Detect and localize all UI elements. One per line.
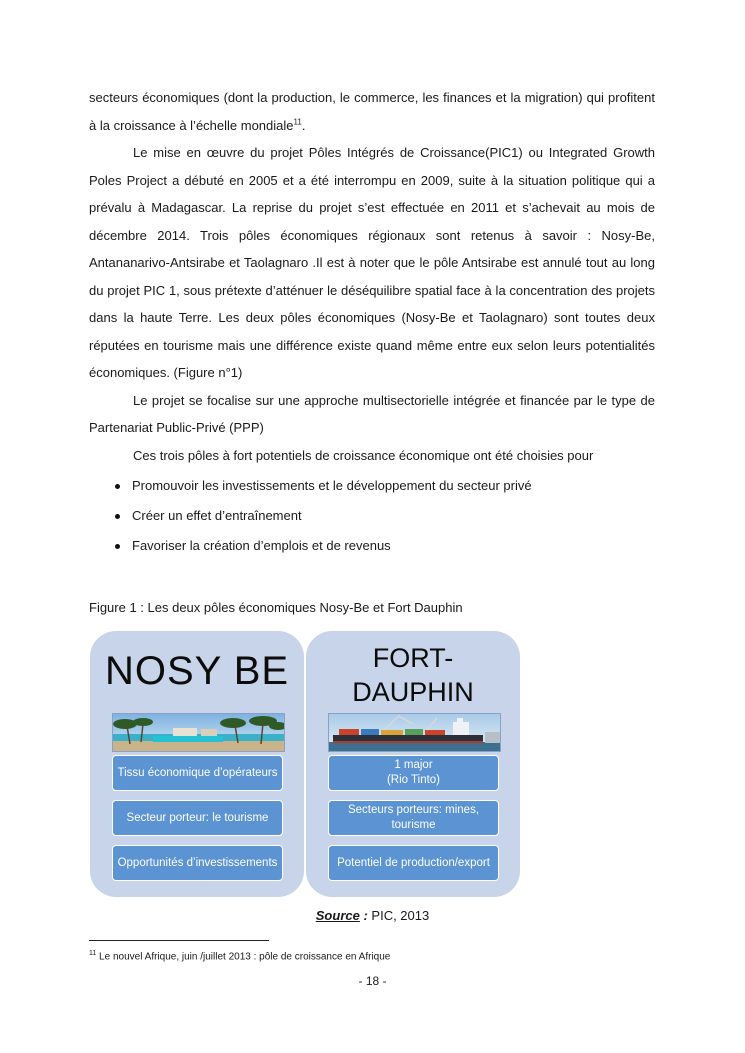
cargo-port-photo xyxy=(328,713,501,752)
nosy-be-box-tourism: Secteur porteur: le tourisme xyxy=(112,800,283,836)
nosy-be-title: NOSY BE xyxy=(104,649,290,693)
footnote-text: Le nouvel Afrique, juin /juillet 2013 : pôle de croissance en Afrique xyxy=(96,951,391,963)
nosy-be-panel xyxy=(90,631,304,897)
bullet-item: Créer un effet d’entraînement xyxy=(89,501,655,531)
paragraph-3: Le projet se focalise sur une approche multisectorielle intégrée et financée par le type de Partenariat Public-Privé (PPP) xyxy=(89,392,655,435)
footnote-ref[interactable]: 11 xyxy=(293,117,302,127)
fort-dauphin-box-major-line1: 1 major xyxy=(394,759,433,771)
source-label: Source xyxy=(315,908,360,923)
fort-dauphin-box-sectors: Secteurs porteurs: mines, tourisme xyxy=(328,800,499,836)
paragraph-4: Ces trois pôles à fort potentiels de croissance économique ont été choisies pour xyxy=(133,447,594,463)
bullet-item: Favoriser la création d’emplois et de revenus xyxy=(89,531,655,561)
page-number: - 18 - xyxy=(358,974,387,988)
beach-resort-photo xyxy=(112,713,285,752)
beach-resort-image xyxy=(113,714,284,751)
figure-source xyxy=(0,906,745,926)
body-text xyxy=(89,84,655,561)
source-text: PIC, 2013 xyxy=(367,908,430,923)
nosy-be-box-investment: Opportunités d’investissements xyxy=(112,845,283,881)
fort-dauphin-panel xyxy=(306,631,520,897)
fort-dauphin-title-line1: FORT- xyxy=(372,643,454,673)
footnote-number: 11 xyxy=(89,950,97,957)
nosy-be-box-operators: Tissu économique d’opérateurs xyxy=(112,755,283,791)
paragraph-2: Le mise en œuvre du projet Pôles Intégrés de Croissance(PIC1) ou Integrated Growth Poles Project a débuté en 2005 et a été interrompu en 2009, suite à la situation politique qui a prévalu à Madagascar. La reprise du projet s’est effectuée en 2011 et s’achevait au mois de décembre 2014. Trois pôles économiques régionaux sont retenus à savoir : Nosy-Be, Antananarivo-Antsirabe et Taolagnaro .Il est à noter que le pôle Antsirabe est annulé tout au long du projet PIC 1, sous prétexte d’atténuer le déséquilibre spatial face à la concentration des projets dans la haute Terre. Les deux pôles économiques (Nosy-Be et Taolagnaro) sont toutes deux réputées en tourisme mais une différence existe quand même entre eux selon leurs potentialités économiques. (Figure n°1) xyxy=(89,145,655,380)
paragraph-1-text: secteurs économiques (dont la production, le commerce, les finances et la migration) qui profitent à la croissance à l’échelle mondiale xyxy=(89,90,655,133)
footnote xyxy=(89,946,390,965)
fort-dauphin-box-export: Potentiel de production/export xyxy=(328,845,499,881)
paragraph-1-end: . xyxy=(301,117,306,133)
bullet-list xyxy=(89,471,655,561)
cargo-ship-image xyxy=(329,714,500,751)
fort-dauphin-title-line2: DAUPHIN xyxy=(352,677,474,707)
footnote-divider xyxy=(89,940,269,941)
fort-dauphin-box-major-line2: (Rio Tinto) xyxy=(386,774,441,786)
fort-dauphin-title xyxy=(306,641,520,709)
figure-caption: Figure 1 : Les deux pôles économiques Nosy-Be et Fort Dauphin xyxy=(89,600,463,615)
source-colon: : xyxy=(359,908,368,923)
bullet-item: Promouvoir les investissements et le développement du secteur privé xyxy=(89,471,655,501)
fort-dauphin-box-major xyxy=(328,755,499,791)
paragraph-1 xyxy=(89,84,655,139)
